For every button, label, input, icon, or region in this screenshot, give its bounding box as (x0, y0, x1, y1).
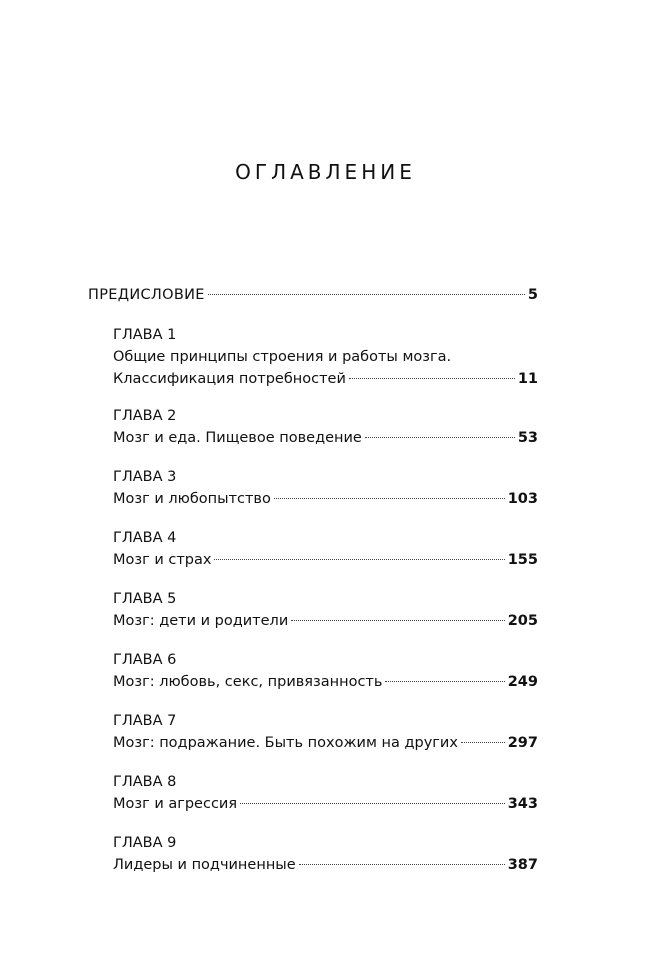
toc-chapter-entry[interactable] (113, 488, 538, 510)
chapter-title: Классификация потребностей (113, 371, 346, 387)
toc-page-number: 249 (507, 674, 538, 690)
chapter-heading: ГЛАВА 4 (113, 530, 177, 546)
toc-chapter-entry[interactable] (113, 793, 538, 815)
leader-dots (299, 864, 505, 865)
chapter-title: Мозг: дети и родители (113, 613, 289, 629)
toc-page-number: 53 (517, 430, 538, 446)
toc-page-number: 11 (517, 371, 538, 387)
leader-dots (291, 620, 504, 621)
toc-chapter-entry[interactable] (113, 732, 538, 754)
toc-chapter-entry[interactable] (113, 610, 538, 632)
leader-dots (385, 681, 504, 682)
leader-dots (461, 742, 505, 743)
chapter-heading: ГЛАВА 9 (113, 835, 177, 851)
toc-page-number: 387 (507, 857, 538, 873)
chapter-title: Мозг и еда. Пищевое поведение (113, 430, 362, 446)
chapter-heading: ГЛАВА 2 (113, 408, 177, 424)
toc-chapter-entry[interactable] (113, 427, 538, 449)
toc-chapter-entry[interactable] (113, 854, 538, 876)
toc-page-number: 5 (527, 287, 538, 303)
toc-chapter-entry[interactable] (113, 368, 538, 390)
toc-page-number: 103 (507, 491, 538, 507)
chapter-heading: ГЛАВА 8 (113, 774, 177, 790)
leader-dots (208, 294, 525, 295)
leader-dots (274, 498, 505, 499)
toc-page-number: 297 (507, 735, 538, 751)
toc-page-number: 155 (507, 552, 538, 568)
page-title: ОГЛАВЛЕНИЕ (235, 160, 416, 184)
leader-dots (240, 803, 505, 804)
chapter-heading: ГЛАВА 1 (113, 327, 177, 343)
toc-chapter-entry[interactable] (113, 671, 538, 693)
chapter-title-line: Общие принципы строения и работы мозга. (113, 349, 452, 365)
toc-page-number: 205 (507, 613, 538, 629)
toc-chapter-entry[interactable] (113, 549, 538, 571)
chapter-title: Лидеры и подчиненные (113, 857, 296, 873)
leader-dots (349, 378, 515, 379)
chapter-title: Мозг: подражание. Быть похожим на других (113, 735, 458, 751)
chapter-heading: ГЛАВА 5 (113, 591, 177, 607)
toc-preface-entry[interactable] (88, 284, 538, 306)
chapter-heading: ГЛАВА 3 (113, 469, 177, 485)
toc-preface-label: ПРЕДИСЛОВИЕ (88, 287, 205, 303)
chapter-heading: ГЛАВА 7 (113, 713, 177, 729)
leader-dots (214, 559, 504, 560)
chapter-title: Мозг: любовь, секс, привязанность (113, 674, 383, 690)
toc-page-number: 343 (507, 796, 538, 812)
chapter-heading: ГЛАВА 6 (113, 652, 177, 668)
chapter-title: Мозг и страх (113, 552, 212, 568)
leader-dots (365, 437, 515, 438)
chapter-title: Мозг и агрессия (113, 796, 238, 812)
chapter-title: Мозг и любопытство (113, 491, 271, 507)
